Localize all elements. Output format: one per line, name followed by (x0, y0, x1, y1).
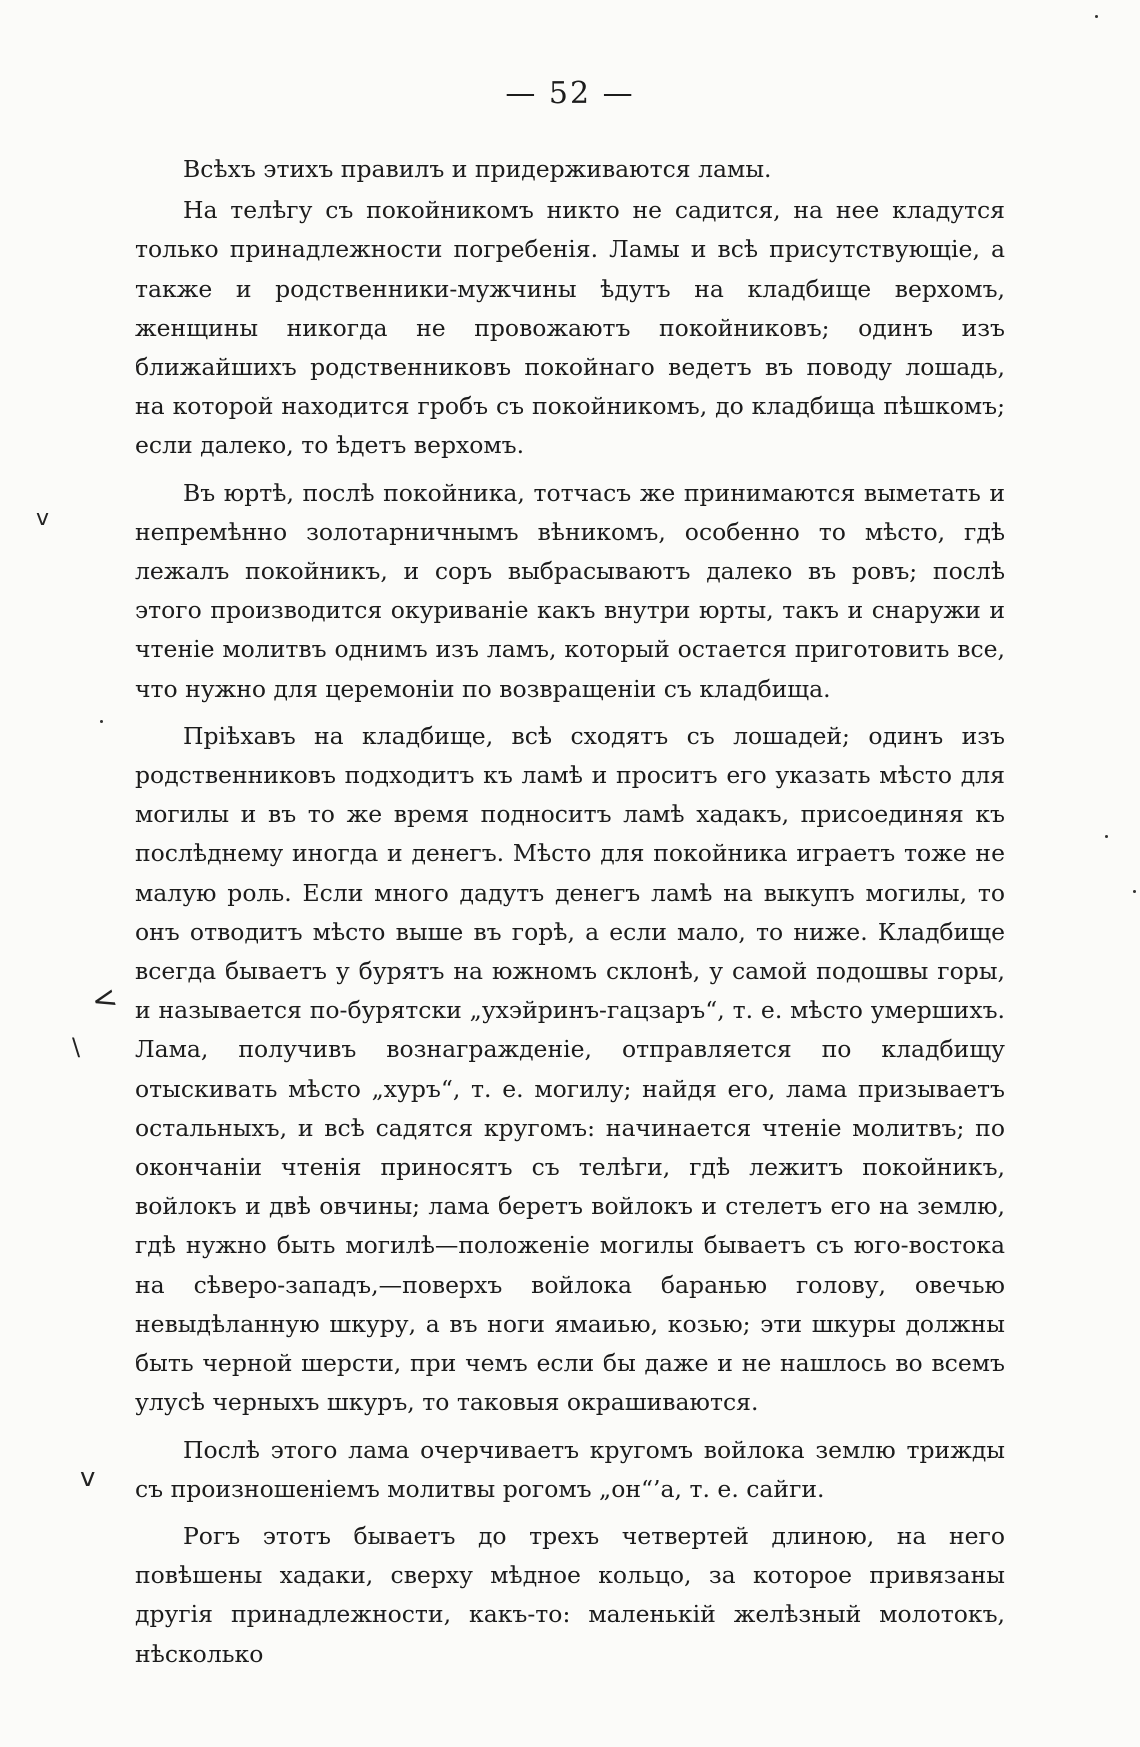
paragraph: Всѣхъ этихъ правилъ и придерживаются ламы. (183, 155, 772, 183)
margin-slash-mark: \ (72, 1033, 81, 1061)
margin-check-mark: v (80, 1463, 96, 1493)
margin-check-mark: v (36, 506, 50, 531)
paragraph: Пріѣхавъ на кладбище, всѣ сходятъ съ лошадей; одинъ изъ родственниковъ подходитъ къ ламѣ и проситъ его указать мѣсто для могилы и въ то же время подноситъ ламѣ хадакъ, присоединяя къ послѣднему иногда и денегъ. Мѣсто для покойника играетъ тоже не малую роль. Если много дадутъ денегъ ламѣ на выкупъ могилы, то онъ отводитъ мѣсто выше въ горѣ, а если мало, то ниже. Кладбище всегда бываетъ у бурятъ на южномъ склонѣ, у самой подошвы горы, и называется по-бурятски „ухэйринъ-гацзаръ“, т. е. мѣсто умершихъ. Лама, получивъ вознагражденіе, отправляется по кладбищу отыскивать мѣсто „хуръ“, т. е. могилу; найдя его, лама призываетъ остальныхъ, и всѣ садятся кругомъ: начинается чтеніе молитвъ; по окончаніи чтенія приносятъ съ телѣги, гдѣ лежитъ покойникъ, войлокъ и двѣ овчины; лама беретъ войлокъ и стелетъ его на землю, гдѣ нужно быть могилѣ—положеніе могилы бываетъ съ юго-востока на сѣверо-западъ,—поверхъ войлока баранью голову, овечью невыдѣланную шкуру, а въ ноги ямаиью, козью; эти шкуры должны быть черной шерсти, при чемъ если бы даже и не нашлось во всемъ улусѣ черныхъ шкуръ, то таковыя окрашиваются. (135, 721, 1005, 1417)
paragraph: Въ юртѣ, послѣ покойника, тотчасъ же принимаются выметать и непремѣнно золотарничнымъ вѣникомъ, особенно то мѣсто, гдѣ лежалъ покойникъ, и соръ выбрасываютъ далеко въ ровъ; послѣ этого производится окуриваніе какъ внутри юрты, такъ и снаружи и чтеніе молитвъ однимъ изъ ламъ, который остается приготовить все, что нужно для церемоніи по возвращеніи съ кладбища. (135, 478, 1005, 703)
body-text (135, 150, 1005, 1682)
paragraph: Послѣ этого лама очерчиваетъ кругомъ войлока землю трижды съ произношеніемъ молитвы рогомъ „он“’а, т. е. сайги. (135, 1435, 1005, 1503)
scan-speck (1133, 890, 1136, 893)
scan-speck (1105, 835, 1108, 838)
paragraph: На телѣгу съ покойникомъ никто не садится, на нее кладутся только принадлежности погребенія. Ламы и всѣ присутствующіе, а также и родственники-мужчины ѣдутъ на кладбище верхомъ, женщины никогда не провожаютъ покойниковъ; одинъ изъ ближайшихъ родственниковъ покойнаго ведетъ въ поводу лошадь, на которой находится гробъ съ покойникомъ, до кладбища пѣшкомъ; если далеко, то ѣдетъ верхомъ. (135, 196, 1005, 460)
paragraph: Рогъ этотъ бываетъ до трехъ четвертей длиною, на него повѣшены хадаки, сверху мѣдное кольцо, за которое привязаны другія принадлежности, какъ-то: маленькій желѣзный молотокъ, нѣсколько (135, 1521, 1005, 1668)
scan-speck (1095, 15, 1098, 18)
margin-arrow-mark: < (87, 979, 122, 1020)
page-number: — 52 — (505, 76, 635, 111)
scan-speck (100, 720, 103, 723)
